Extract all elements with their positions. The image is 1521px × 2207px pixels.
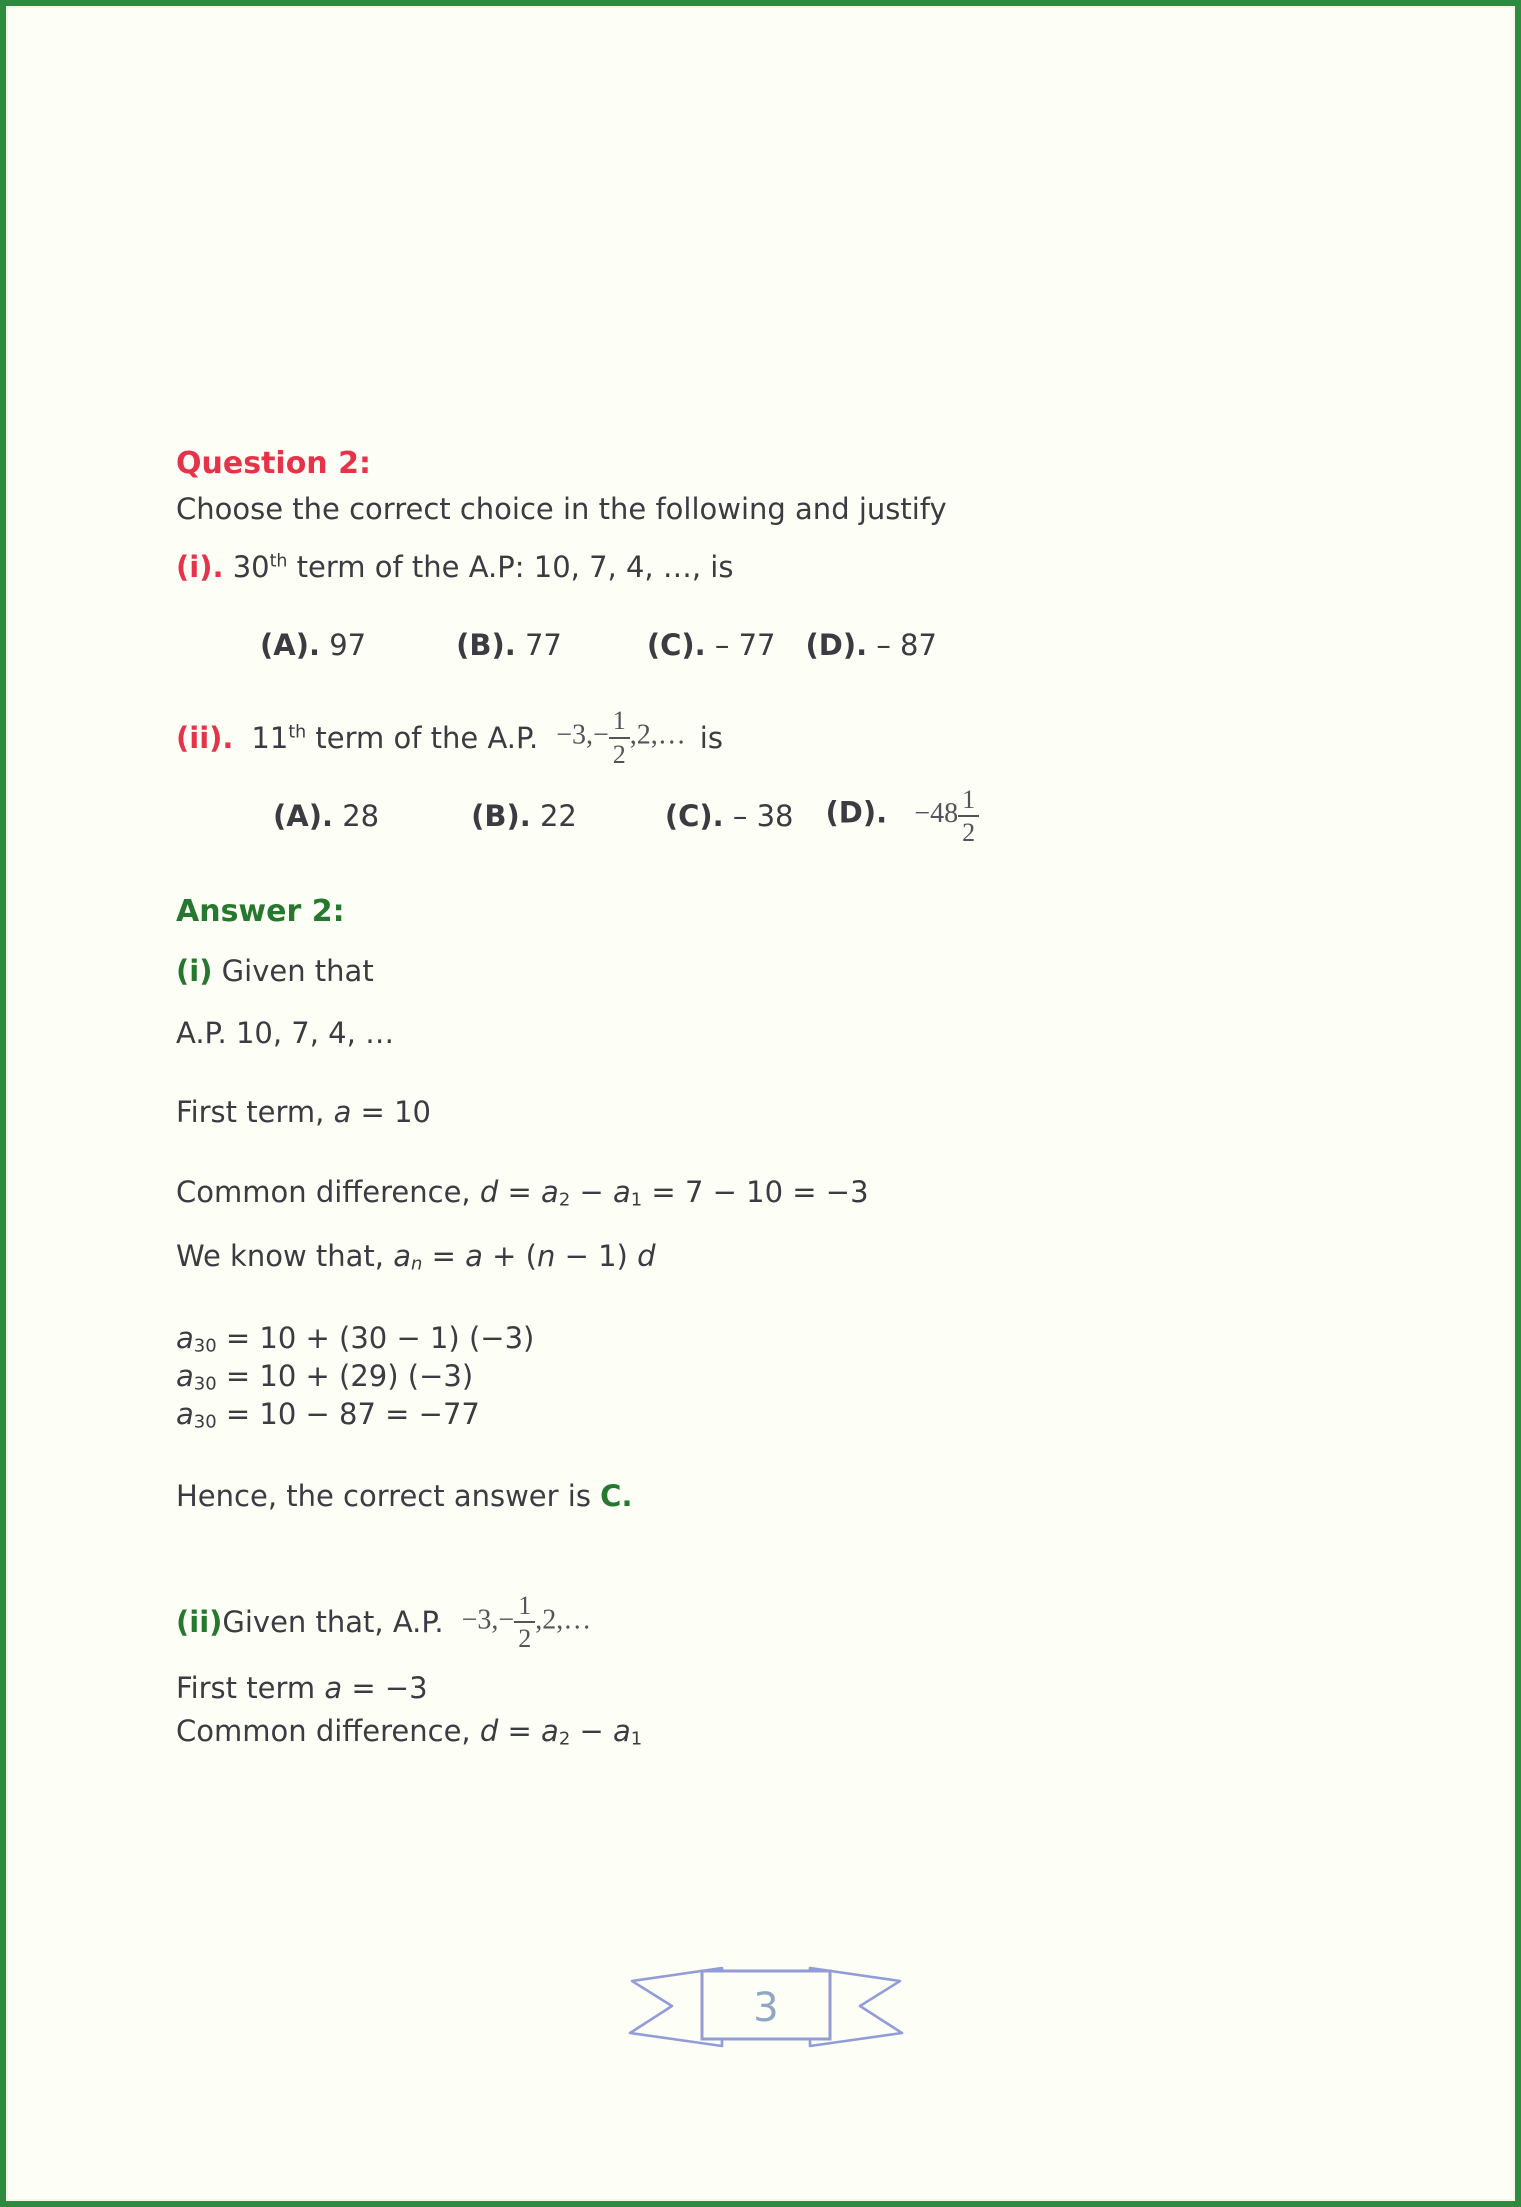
- text: −: [570, 1174, 613, 1209]
- variable-n: n: [536, 1238, 556, 1273]
- seq-pre: −3,: [461, 1604, 499, 1636]
- part-i-label: (i).: [176, 550, 224, 585]
- option-i-b: [456, 628, 562, 662]
- question-title: Question 2:: [176, 446, 371, 481]
- answer-i-steps: [176, 1320, 1455, 1434]
- mixed-number-whole: −48: [914, 798, 959, 830]
- fraction-numerator: 1: [609, 707, 630, 738]
- ribbon-icon: [618, 1944, 914, 2064]
- subscript-n: n: [411, 1253, 423, 1275]
- fraction-numerator: 1: [514, 1592, 535, 1623]
- seq-post: ,2,…: [629, 719, 686, 751]
- text: = 10 − 87 = −77: [216, 1397, 480, 1432]
- option-label: (D).: [825, 795, 888, 830]
- fraction-numerator: 1: [958, 786, 979, 817]
- step-line: [176, 1396, 1455, 1434]
- answer-i-first-term: [176, 1094, 1455, 1130]
- fraction-denominator: 2: [612, 739, 626, 769]
- option-label: (D).: [805, 627, 868, 662]
- variable-a: a: [613, 1713, 631, 1748]
- option-value: 22: [539, 798, 577, 833]
- text: =: [422, 1238, 466, 1273]
- part-ii-mid: term of the A.P.: [306, 720, 539, 755]
- answer-ii-given: [176, 1576, 1455, 1668]
- variable-a: a: [613, 1174, 631, 1209]
- text: = 10 + (29) (−3): [216, 1359, 474, 1394]
- option-label: (C).: [664, 798, 724, 833]
- fraction: [514, 1592, 535, 1653]
- option-value: – 38: [732, 798, 794, 833]
- variable-a: a: [541, 1713, 559, 1748]
- answer-ii-label: (ii): [176, 1605, 223, 1640]
- step-line: [176, 1358, 1455, 1396]
- answer-ii-common-diff: [176, 1713, 1455, 1751]
- answer-i-label: (i): [176, 954, 213, 989]
- answer-ii-given-text: Given that, A.P.: [222, 1605, 444, 1640]
- answer-i-given-text: Given that: [212, 954, 374, 989]
- part-ii-text: [251, 721, 538, 755]
- variable-a: a: [176, 1359, 194, 1394]
- page-number: 3: [753, 1985, 779, 2031]
- part-ii-ordinal: th: [288, 721, 307, 742]
- seq-pre: −3,: [556, 719, 593, 751]
- text: = 10 + (30 − 1) (−3): [216, 1320, 535, 1355]
- subscript: 2: [558, 1189, 571, 1211]
- variable-d: d: [479, 1713, 499, 1748]
- correct-answer-letter: C.: [600, 1479, 633, 1514]
- variable-d: d: [479, 1174, 499, 1209]
- answer-i-conclusion: [176, 1478, 1455, 1514]
- question-part-ii: [176, 692, 1455, 784]
- option-d-expression: [914, 784, 979, 847]
- seq-minus: −: [498, 1604, 515, 1636]
- option-label: (C).: [646, 627, 706, 662]
- option-value: – 77: [714, 627, 776, 662]
- options-row-ii: [273, 786, 1455, 847]
- option-i-a: [260, 628, 366, 662]
- text: Hence, the correct answer is: [176, 1479, 601, 1514]
- variable-a: a: [176, 1397, 194, 1432]
- question-intro: Choose the correct choice in the following and justify: [176, 492, 947, 526]
- seq-minus: −: [592, 719, 609, 751]
- subscript: 30: [193, 1373, 217, 1395]
- part-i-number: 30: [232, 550, 270, 585]
- variable-a: a: [324, 1671, 343, 1706]
- variable-a: a: [393, 1238, 411, 1273]
- text: + (: [482, 1238, 537, 1273]
- text: Common difference,: [176, 1713, 480, 1748]
- answer-i-given: [176, 953, 1455, 989]
- variable-d: d: [637, 1238, 656, 1273]
- option-ii-b: [471, 799, 577, 833]
- answer-i-formula: [176, 1238, 1455, 1276]
- subscript: 30: [193, 1335, 217, 1357]
- option-label: (B).: [471, 798, 531, 833]
- step-line: [176, 1320, 1455, 1358]
- option-ii-c: [665, 799, 794, 833]
- variable-a: a: [176, 1320, 194, 1355]
- subscript: 30: [193, 1411, 217, 1433]
- text: Common difference,: [176, 1174, 480, 1209]
- text: = 7 − 10 = −3: [642, 1174, 869, 1209]
- option-value: 28: [342, 798, 380, 833]
- part-ii-label: (ii).: [176, 720, 234, 755]
- option-i-c: [647, 628, 776, 662]
- part-i-text: term of the A.P: 10, 7, 4, …, is: [287, 550, 734, 585]
- variable-a: a: [541, 1174, 559, 1209]
- option-value: 77: [524, 627, 562, 662]
- text: −: [570, 1713, 613, 1748]
- fraction-denominator: 2: [962, 817, 976, 847]
- subscript: 2: [558, 1728, 571, 1750]
- page-number-ribbon: [618, 1944, 914, 2064]
- page-content: [6, 6, 1515, 1751]
- part-i-ordinal: th: [269, 551, 288, 572]
- subscript: 1: [630, 1189, 643, 1211]
- option-ii-a: [273, 799, 379, 833]
- text: We know that,: [176, 1238, 394, 1273]
- fraction-denominator: 2: [518, 1624, 532, 1654]
- part-ii-tail: is: [699, 720, 723, 755]
- text: = −3: [342, 1671, 428, 1706]
- seq-post: ,2,…: [535, 1604, 592, 1636]
- part-ii-number: 11: [251, 720, 289, 755]
- question-part-i: [176, 549, 1455, 585]
- answer-ii-first-term: [176, 1670, 1455, 1706]
- option-label: (B).: [456, 627, 516, 662]
- option-label: (A).: [260, 627, 320, 662]
- option-label: (A).: [273, 798, 333, 833]
- text: First term,: [176, 1094, 334, 1129]
- variable-a: a: [333, 1094, 352, 1129]
- answer-i-ap: A.P. 10, 7, 4, …: [176, 1016, 395, 1051]
- variable-a: a: [465, 1238, 483, 1273]
- fraction: [958, 786, 979, 847]
- text: First term: [176, 1671, 325, 1706]
- option-value: 97: [329, 627, 367, 662]
- option-value: – 87: [876, 627, 937, 662]
- answer-i-common-diff: [176, 1174, 1455, 1212]
- sequence-expression: [462, 1592, 592, 1653]
- fraction: [609, 707, 630, 768]
- text: = 10: [351, 1094, 431, 1129]
- answer-title: Answer 2:: [176, 894, 345, 930]
- text: − 1): [555, 1238, 638, 1273]
- text: =: [498, 1174, 542, 1209]
- options-row-i: [260, 628, 1455, 662]
- option-i-d: [806, 628, 937, 662]
- subscript: 1: [630, 1728, 643, 1750]
- option-ii-d: [826, 786, 980, 847]
- text: =: [498, 1713, 542, 1748]
- sequence-expression: [556, 707, 686, 768]
